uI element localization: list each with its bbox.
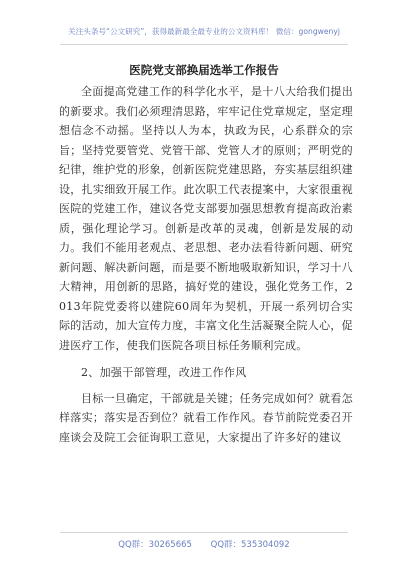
- footer-qq-group-2: QQ群：535304092: [210, 540, 290, 550]
- body-paragraph-2: 目标一旦确定，干部就是关键；任务完成如何？就看怎样落实；落实是否到位？就看工作作风。春节前院党委召开座谈会及院工会征询职工意见，大家提出了许多好的建议: [59, 391, 353, 444]
- header-banner: 关注头条号“公文研究”，获得最新最全最专业的公文资料库！ 微信：gongwenyj: [68, 27, 340, 36]
- document-body: [59, 82, 353, 447]
- document-title: 医院党支部换届选举工作报告: [129, 63, 279, 77]
- footer-qq-group-1: QQ群：30265665: [118, 540, 192, 550]
- section-heading-2: 2、加强干部管理，改进工作作风: [81, 366, 247, 379]
- body-paragraph-1: 全面提高党建工作的科学化水平，是十八大给我们提出的新要求。我们必须理清思路，牢牢记住党章规定，坚定理想信念不动摇。坚持以人为本，执政为民，心系群众的宗旨；坚持党要管党、党管干部、党管人才的原则；严明党的纪律，维护党的形象，创新医院党建思路，夯实基层组织建设，扎实细致开展工作。此次职工代表提案中，大家很重视医院的党建工作，建议各党支部要加强思想教育提高政治素质，强化理论学习。创新是改革的灵魂，创新是发展的动力。我们不能用老观点、老思想、老办法看待新问题、研究新问题、解决新问题，而是要不断地吸取新知识，学习十八大精神，用创新的思路，搞好党的建设，强化党务工作，2013年院党委将以建院60周年为契机，开展一系列切合实际的活动，加大宣传力度，丰富文化生活凝聚全院人心，促进医疗工作，使我们医院各项目标任务顺利完成。: [59, 85, 353, 352]
- header-divider: [60, 44, 348, 45]
- footer: [0, 538, 408, 550]
- footer-divider: [60, 532, 348, 533]
